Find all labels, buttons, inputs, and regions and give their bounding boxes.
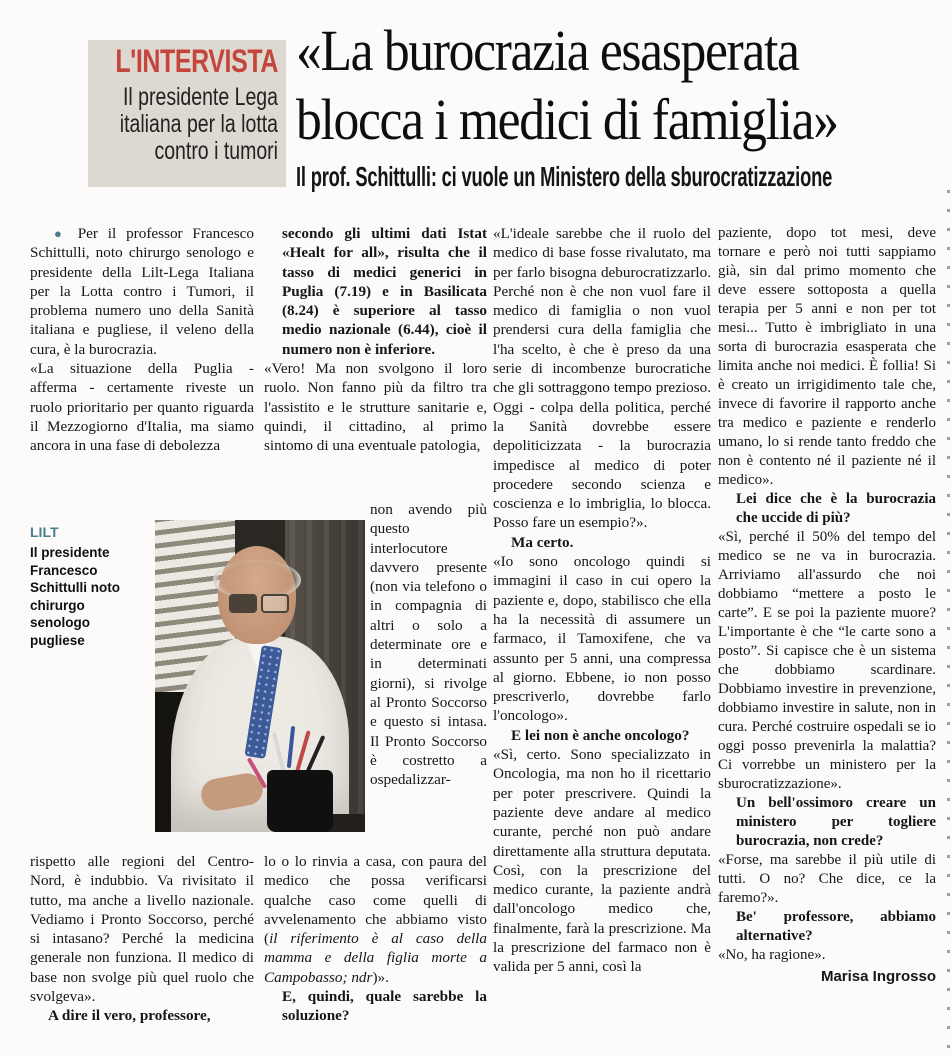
paragraph: rispetto alle regioni del Centro-Nord, è indubbio. Va rivisitato il tutto, ma anche a livello nazionale. Vediamo i Pronto Soccorso, perché si intasano? Perché la medicina generale non funziona. Il medico di base non svolge più quel ruolo che svolgeva». [30,853,254,1006]
headline [296,16,946,154]
headline-line-2: blocca i medici di famiglia» [296,87,838,152]
paragraph: «Sì, perché il 50% del tempo del medico se ne va in burocrazia. Arriviamo all'assurdo che noi dobbiamo “mettere a posto le carte”. E se poi la paziente muore? L'importante è che “le carte sono a posto”. Si capisce che è un sistema che dobbiamo scardinare. Dobbiamo investire in prevenzione, dobbiamo investire in salute, non in cura. Perché costruire ospedali se io oggi posso prevenirla la malattia? Ci vorrebbe un ministero per la sburocratizzazione». [718,529,936,792]
kicker-subtitle: Il presidente Lega italiana per la lotta contro i tumori [119,83,278,165]
interview-question: E lei non è anche oncologo? [511,726,690,744]
column-4 [718,224,936,1050]
paragraph-text: Per il professor Francesco Schittulli, noto chirurgo senologo e presidente della Lilt-Lega Italiana per la Lotta contro i Tumori, il problema numero uno della Sanità italiana e pugliese, il veleno della cura, è la burocrazia. [30,225,254,358]
interview-question: Lei dice che è la burocrazia che uccide di più? [736,491,936,526]
photo-francesco-schittulli [155,520,365,832]
subheadline: Il prof. Schittulli: ci vuole un Ministero della sburocratizzazione [296,161,833,192]
paragraph-text: lo o lo rinvia a casa, con paura del medico che possa verificarsi qualche caso come quelli di avvelenamento che abbiamo visto ( [264,853,487,948]
paragraph: paziente, dopo tot mesi, deve tornare e però noi tutti sappiamo già, sin dal primo momento che deve essere sottoposta a quella terapia per 5 anni e non per tot mesi... Tutto è imbrigliato in una sorta di burocrazia esasperata che limita anche noi medici. È follia! Si è creato un irrigidimento tale che, invece di favorire il rapporto anche tra medico e paziente e renderlo umano, lo si rende tanto freddo che non è contento né il paziente né il medico». [718,225,936,488]
column-1-upper [30,224,254,522]
paragraph: «L'ideale sarebbe che il ruolo del medico di base fosse rivalutato, ma per farlo bisogna deburocratizzarlo. Perché non è che non vuol fare il medico di famiglia o non vuol prendersi cura della famiglia che l'ha scelto, è che è preso da una serie di incombenze burocratiche che gli sottraggono tempo prezioso. Oggi - colpa della politica, perché la Sanità dovrebbe essere depoliticizzata - la burocrazia impedisce al medico di poter procedere secondo scienza e coscienza e lo imbriglia, lo blocca. Posso fare un esempio?». [493,225,711,532]
interview-question: secondo gli ultimi dati Istat «Healt for all», risulta che il tasso di medici generici in Puglia (7.19) e in Basilicata (8.24) è superiore al tasso medio nazionale (6.44), cioè il numero non è inferiore. [282,225,487,358]
photo-caption-block [30,524,142,649]
paragraph: «Sì, certo. Sono specializzato in Oncologia, ma non ho il ricettario per poter prescrivere. Quindi la paziente deve andare al medico curante, perché non può andare direttamente alla struttura deputata. Così, con la prescrizione del medico curante, la paziente andrà dall'oncologo medico che, finalmente, farà la prescrizione. Ma la prescrizione del farmaco non è valida per 5 anni, così la [493,746,711,976]
photo-pen-holder [267,770,333,832]
column-1-lower [30,852,254,1052]
column-3 [493,224,711,1050]
interview-question: E, quindi, quale sarebbe la soluzione? [282,988,487,1025]
paragraph: «Forse, ma sarebbe il più utile di tutti. O no? Che dice, ce la faremo?». [718,852,936,906]
page-edge-artifacts [947,190,950,1050]
paragraph-text: )». [372,968,389,986]
lead-paragraph [30,224,254,359]
interview-question: Be' professore, abbiamo alternative? [736,909,936,944]
paragraph: «La situazione della Puglia - afferma - certamente riveste un ruolo prioritario per quanto riguarda il Mezzogiorno d'Italia, ma siamo ancora in una fase di debolezza [30,360,254,455]
photo-glasses [229,594,257,613]
paragraph: non avendo più questo interlocutore davvero presente (non via telefono o in compagnia di altri o solo a determinate ore e in determinati giorni), si rivolge al Pronto Soccorso e questo si intasa. Il Pronto Soccorso è costretto a ospedalizzar- [370,501,487,789]
kicker-box [88,40,286,187]
paragraph [264,852,487,987]
kicker-label: L'INTERVISTA [115,43,278,79]
byline: Marisa Ingrosso [820,968,936,985]
column-2-narrow [370,500,487,852]
headline-line-1: «La burocrazia esasperata [296,18,799,83]
paragraph: «Io sono oncologo quindi si immagini il caso in cui opero la paziente e, dopo, stabilisco che ella ha la necessità di assumere un farmaco, il Tamoxifene, che va assunto per 5 anni, una compressa al giorno. Ebbene, io non posso prescriverlo, dovrebbe farlo l'oncologo». [493,553,711,725]
photo-caption: Il presidente Francesco Schittulli noto chirurgo senologo pugliese [30,545,120,648]
paragraph: «No, ha ragione». [718,947,826,963]
column-2-upper [264,224,487,500]
lead-bullet-icon: ● [54,226,68,241]
photo-glasses-lens [261,594,289,613]
photo-credit: LILT [30,524,59,540]
interview-question: Ma certo. [511,533,574,551]
paragraph: «Vero! Ma non svolgono il loro ruolo. Non fanno più da filtro tra l'assistito e le strutture sanitarie e, quindi, il cittadino, al primo sintomo di una eventuale patologia, [264,360,487,455]
photo-hair [213,560,301,600]
editorial-note: il riferimento è al caso della mamma e della figlia morte a Campobasso; ndr [264,930,487,986]
interview-question: Un bell'ossimoro creare un ministero per togliere burocrazia, non crede? [736,795,936,849]
interview-question: A dire il vero, professore, [48,1007,211,1025]
column-2-lower [264,852,487,1042]
